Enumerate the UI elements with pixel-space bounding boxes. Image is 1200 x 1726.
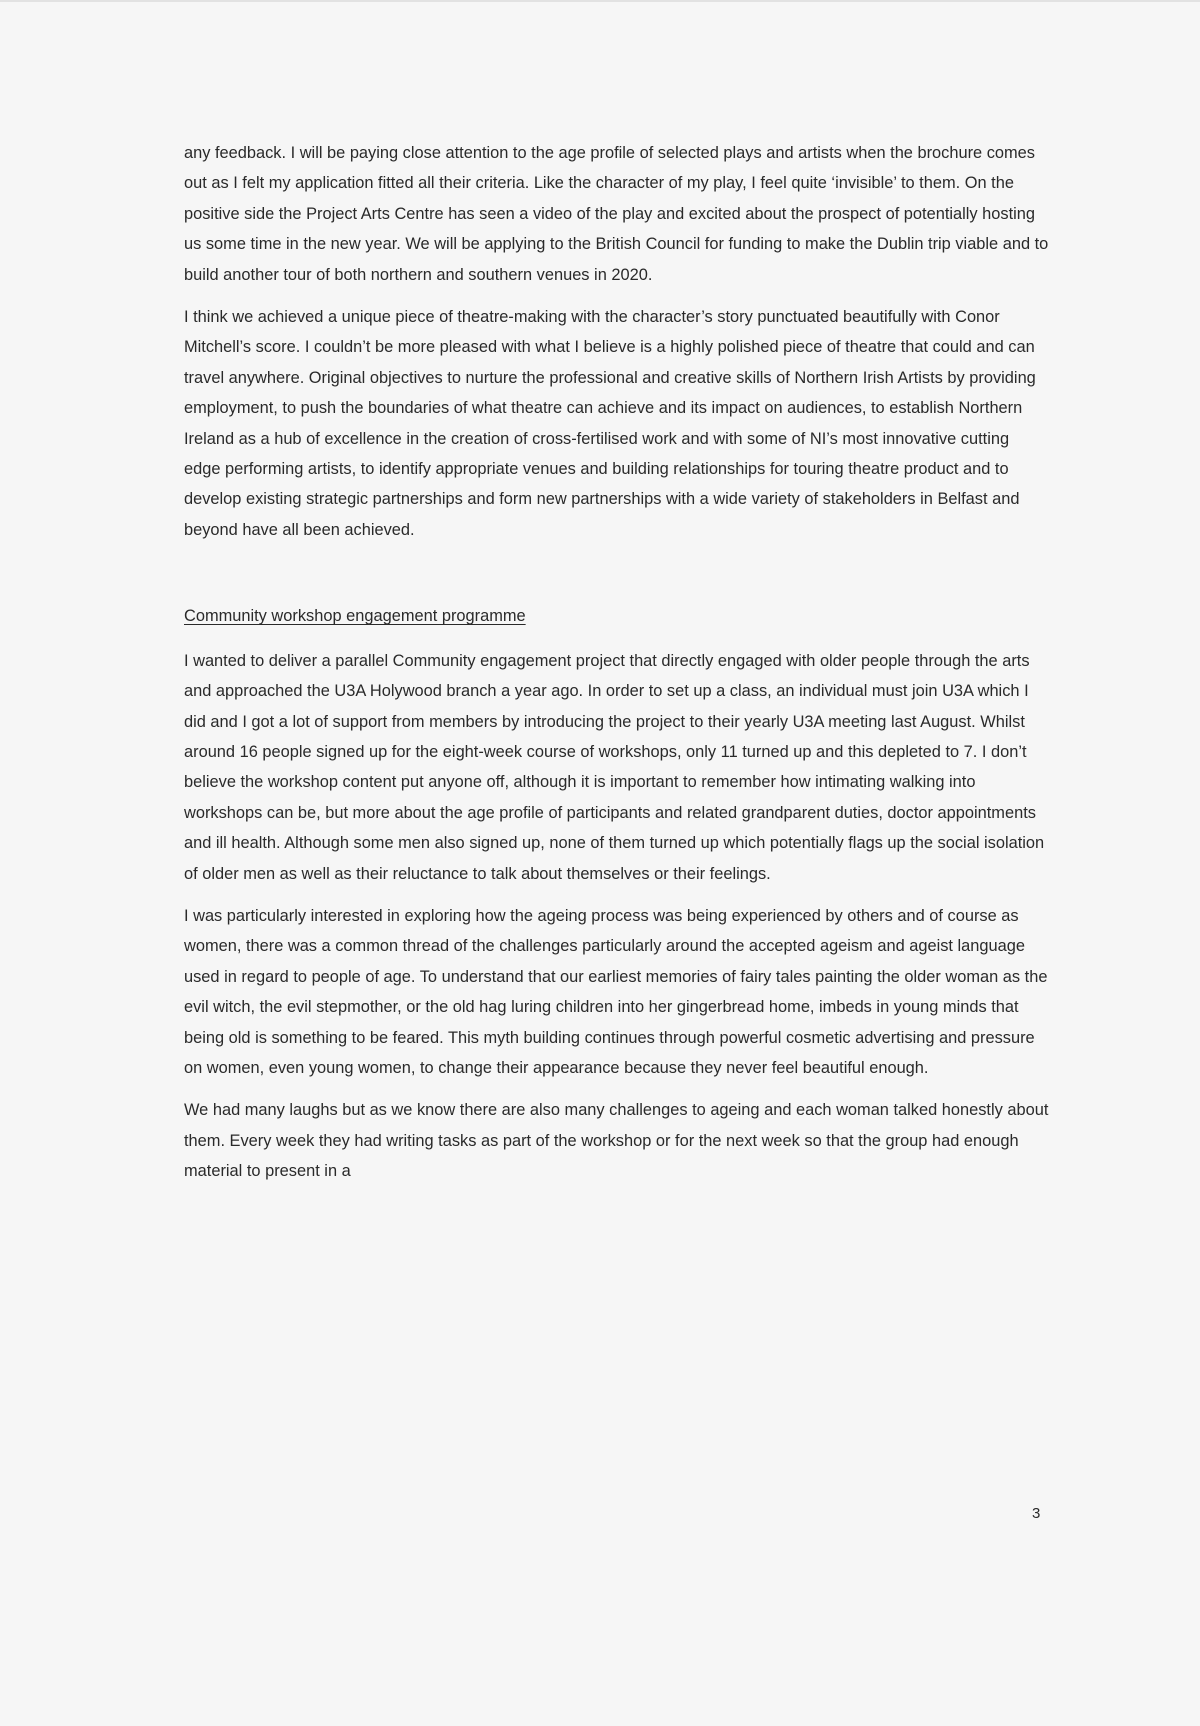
paragraph-ageing: I was particularly interested in exploring how the ageing process was being experienced by others and of course as women, there was a common thread of the challenges particularly around the accepted ageism and ageist language used in regard to people of age. To understand that our earliest memories of fairy tales painting the older woman as the evil witch, the evil stepmother, or the old hag luring children into her gingerbread home, imbeds in young minds that being old is something to be feared. This myth building continues through powerful cosmetic advertising and pressure on women, even young women, to change their appearance because they never feel beautiful enough. [184,906,1048,1077]
paragraph-feedback: any feedback. I will be paying close attention to the age profile of selected plays and artists when the brochure comes out as I felt my application fitted all their criteria. Like the character of my play, I feel quite ‘invisible’ to them. On the positive side the Project Arts Centre has seen a video of the play and excited about the prospect of potentially hosting us some time in the new year. We will be applying to the British Council for funding to make the Dublin trip viable and to build another tour of both northern and southern venues in 2020. [184,144,1049,284]
paragraph-laughs: We had many laughs but as we know there are also many challenges to ageing and each woman talked honestly about them. Every week they had writing tasks as part of the workshop or for the next week so that the group had enough material to present in a [184,1101,1049,1181]
page-content [184,138,1050,1199]
section-heading: Community workshop engagement programme [184,607,526,626]
page-number: 3 [1032,1505,1041,1522]
paragraph-achievements: I think we achieved a unique piece of theatre-making with the character’s story punctuated beautifully with Conor Mitchell’s score. I couldn’t be more pleased with what I believe is a highly polished piece of theatre that could and can travel anywhere. Original objectives to nurture the professional and creative skills of Northern Irish Artists by providing employment, to push the boundaries of what theatre can achieve and its impact on audiences, to establish Northern Ireland as a hub of excellence in the creation of cross-fertilised work and with some of NI’s most innovative cutting edge performing artists, to identify appropriate venues and building relationships for touring theatre product and to develop existing strategic partnerships and form new partnerships with a wide variety of stakeholders in Belfast and beyond have all been achieved. [184,308,1036,539]
paragraph-engagement: I wanted to deliver a parallel Community engagement project that directly engaged with older people through the arts and approached the U3A Holywood branch a year ago. In order to set up a class, an individual must join U3A which I did and I got a lot of support from members by introducing the project to their yearly U3A meeting last August. Whilst around 16 people signed up for the eight-week course of workshops, only 11 turned up and this depleted to 7. I don’t believe the workshop content put anyone off, although it is important to remember how intimating walking into workshops can be, but more about the age profile of participants and related grandparent duties, doctor appointments and ill health. Although some men also signed up, none of them turned up which potentially flags up the social isolation of older men as well as their reluctance to talk about themselves or their feelings. [184,651,1045,883]
